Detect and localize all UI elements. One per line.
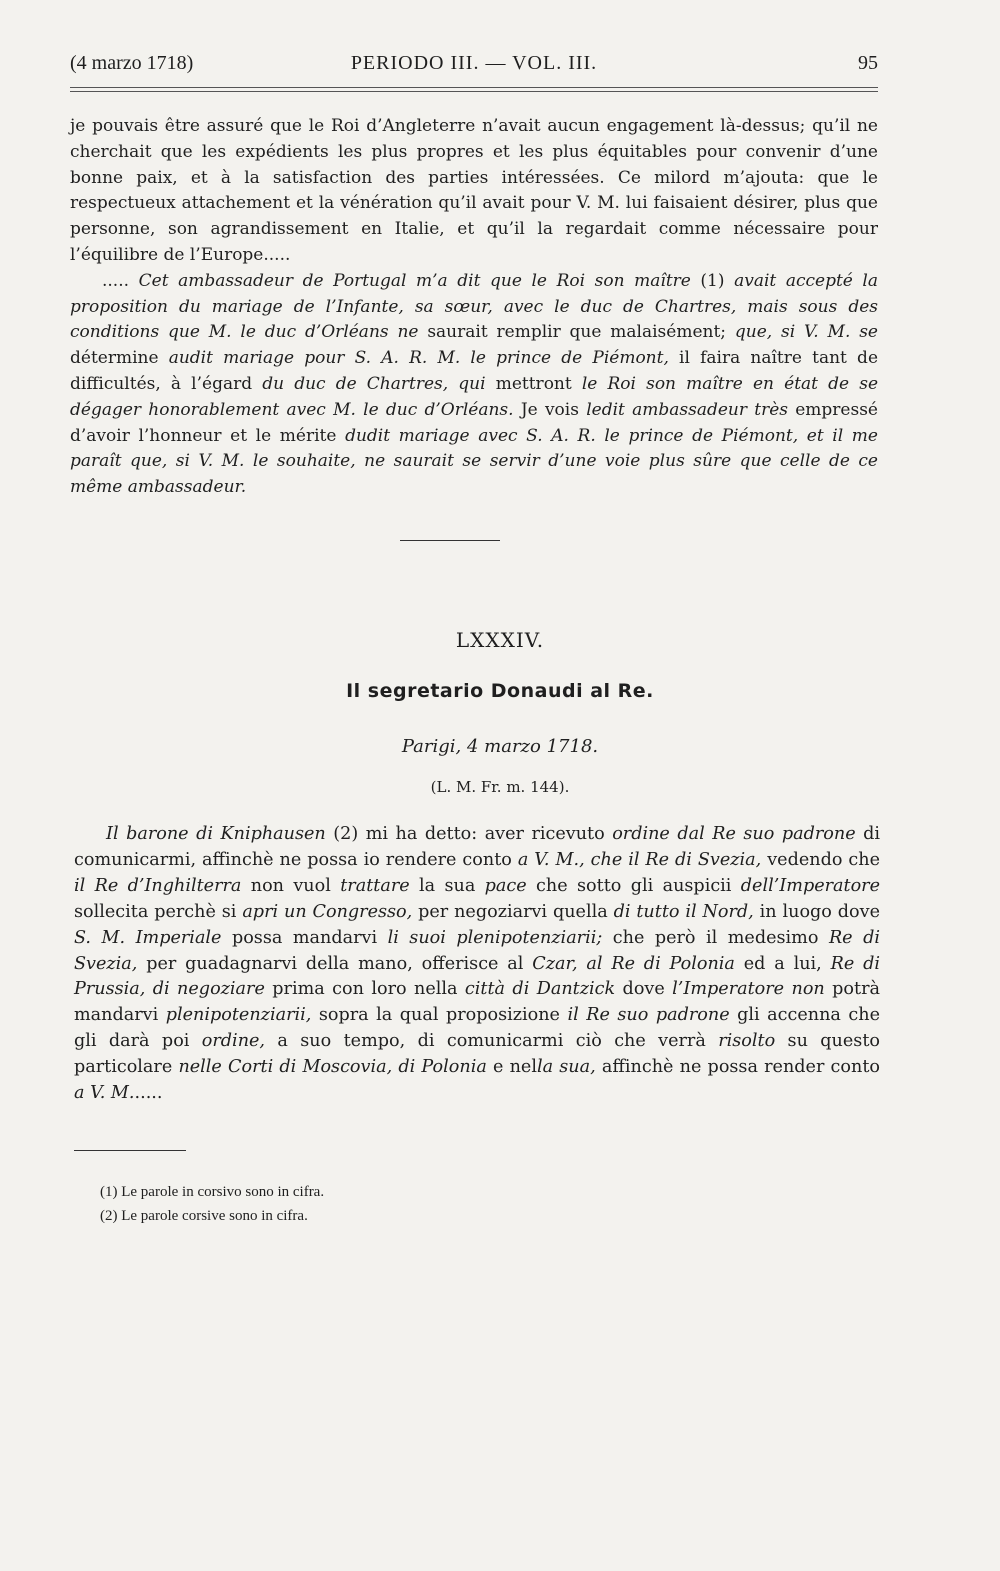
text-span: sopra la qual proposizione — [311, 1005, 568, 1026]
text-span: che però il medesimo — [602, 927, 829, 948]
document-place-date: Parigi, 4 marzo 1718. — [401, 736, 599, 757]
cipher-text: avait accepté la proposition du mariage de l’Infante, sa sœur, avec le duc de Chartres, mais sous des conditions que M. le duc d’Orléans ne — [70, 270, 879, 343]
text-span: su questo particolare — [74, 1031, 880, 1078]
cipher-text: pace — [484, 875, 527, 896]
cipher-text: di tutto il Nord, — [613, 901, 754, 922]
text-span: ed a lui, — [734, 953, 831, 974]
cipher-text: a V. M., che il Re di Svezia, — [517, 849, 762, 870]
cipher-text: trattare — [340, 875, 410, 896]
text-span: possa mandarvi — [221, 927, 388, 948]
footnote-rule — [74, 1150, 186, 1151]
text-span: a suo tempo, di comunicarmi ciò che verrà — [265, 1031, 719, 1052]
cipher-text: il Re d’Inghilterra — [74, 875, 242, 896]
footnote-ref-1[interactable]: (1) — [690, 270, 735, 291]
previous-letter-text — [70, 114, 878, 501]
paragraph-portugal — [70, 269, 878, 501]
text-span: prima con loro nella — [264, 979, 465, 1000]
cipher-text: città di Dantzick — [464, 979, 616, 1000]
text-span: saurait remplir que malaisément; — [418, 322, 735, 343]
header-rule-top — [70, 87, 878, 88]
text-span: e nel — [486, 1057, 537, 1078]
document-number: LXXXIV. — [455, 628, 545, 652]
running-header — [70, 52, 878, 82]
section-separator — [400, 540, 500, 541]
cipher-text: du duc de Chartres, qui — [262, 373, 486, 394]
cipher-text: nelle Corti di Moscovia, di Polonia — [178, 1057, 487, 1078]
text-span: dove — [615, 979, 673, 1000]
cipher-text: dell’Imperatore — [740, 875, 881, 896]
text-span: empressé d’avoir l’honneur et le mérite — [70, 399, 878, 446]
cipher-text: a V. M. — [74, 1083, 135, 1104]
cipher-text: le Roi son maître en état de se dégager honorablement avec M. le duc d’Orléans. — [70, 373, 879, 420]
document-title: Il segretario Donaudi al Re. — [346, 680, 654, 702]
cipher-text: Cet ambassadeur de Portugal m’a dit que le Roi son maître — [138, 270, 691, 291]
cipher-text: Czar, al Re di Polonia — [532, 953, 735, 974]
cipher-text: que, si V. M. se — [734, 322, 878, 343]
text-span: Je vois — [513, 399, 587, 420]
letter-text — [74, 822, 880, 1107]
cipher-text: Re di Svezia, — [74, 927, 880, 974]
cipher-text: Il barone di Kniphausen — [106, 824, 326, 844]
cipher-text: ordine dal Re suo padrone — [612, 824, 856, 844]
header-rule-bottom — [70, 91, 878, 92]
cipher-text: dudit mariage avec S. A. R. le prince de Piémont, et il me paraît que, si V. M. le souhaite, ne saurait se servir d’une voie plus sûre que celle de ce même ambassadeur. — [70, 425, 878, 498]
footnote-1: (1) Le parole in corsivo sono in cifra. — [100, 1184, 325, 1200]
cipher-text: li suoi plenipotenziarii; — [387, 927, 603, 948]
text-span: per negoziarvi quella — [412, 901, 614, 922]
header-title: PERIODO III. — VOL. III. — [350, 52, 598, 74]
cipher-text: apri un Congresso, — [242, 901, 413, 922]
page-number: 95 — [858, 52, 878, 74]
text-span: gli accenna che gli darà poi — [74, 1005, 880, 1052]
text-span: la sua — [409, 875, 485, 896]
text-span: ..... — [102, 270, 130, 291]
cipher-text: S. M. Imperiale — [74, 927, 222, 948]
text-span: vedendo che — [761, 849, 881, 870]
text-span: sollecita perchè si — [74, 901, 243, 922]
cipher-text: la sua, — [536, 1057, 596, 1078]
cipher-text: ledit ambassadeur très — [586, 399, 788, 420]
cipher-text: ordine, — [201, 1031, 266, 1052]
text-span: per guadagnarvi della mano, offerisce al — [137, 953, 533, 974]
text-span: che sotto gli auspicii — [526, 875, 741, 896]
cipher-text: il Re suo padrone — [567, 1005, 730, 1026]
text-span: non vuol — [241, 875, 341, 896]
text-span: potrà mandarvi — [74, 979, 880, 1026]
text-span: mettront — [485, 373, 582, 394]
cipher-text: Re di Prussia, di negoziare — [74, 953, 880, 1000]
footnote-2: (2) Le parole corsive sono in cifra. — [100, 1208, 308, 1224]
cipher-text: l’Imperatore non — [672, 979, 825, 1000]
text-span: di comunicarmi, affinchè ne possa io rendere conto — [74, 824, 881, 870]
cipher-text: risolto — [718, 1031, 776, 1052]
footnotes — [100, 1180, 324, 1228]
text-span: affinchè ne possa render conto — [595, 1057, 880, 1078]
text-span: in luogo dove — [753, 901, 880, 922]
document-source: (L. M. Fr. m. 144). — [430, 778, 570, 796]
header-date: (4 marzo 1718) — [70, 52, 194, 74]
paragraph-kniphausen — [74, 822, 880, 1107]
text-span: il faira naître tant de difficultés, à l’égard — [70, 348, 879, 394]
text-span: ..... — [134, 1083, 163, 1104]
cipher-text: plenipotenziarii, — [165, 1005, 312, 1026]
text-span: détermine — [70, 348, 169, 369]
paragraph-continuation: je pouvais être assuré que le Roi d’Angleterre n’avait aucun engagement là-dessus; qu’il ne cherchait que les expédients les plus propres et les plus équitables pour convenir d’une bonne paix, et à la satisfaction des parties intéressées. Ce milord m’ajouta: que le respectueux attachement et la vénération qu’il avait pour V. M. lui faisaient désirer, plus que personne, son agrandissement en Italie, et qu’il la regardait comme nécessaire pour l’équilibre de l’Europe..... — [70, 116, 878, 265]
text-span: (2) mi ha detto: aver ricevuto — [325, 824, 613, 844]
cipher-text: audit mariage pour S. A. R. M. le prince de Piémont, — [168, 348, 669, 369]
